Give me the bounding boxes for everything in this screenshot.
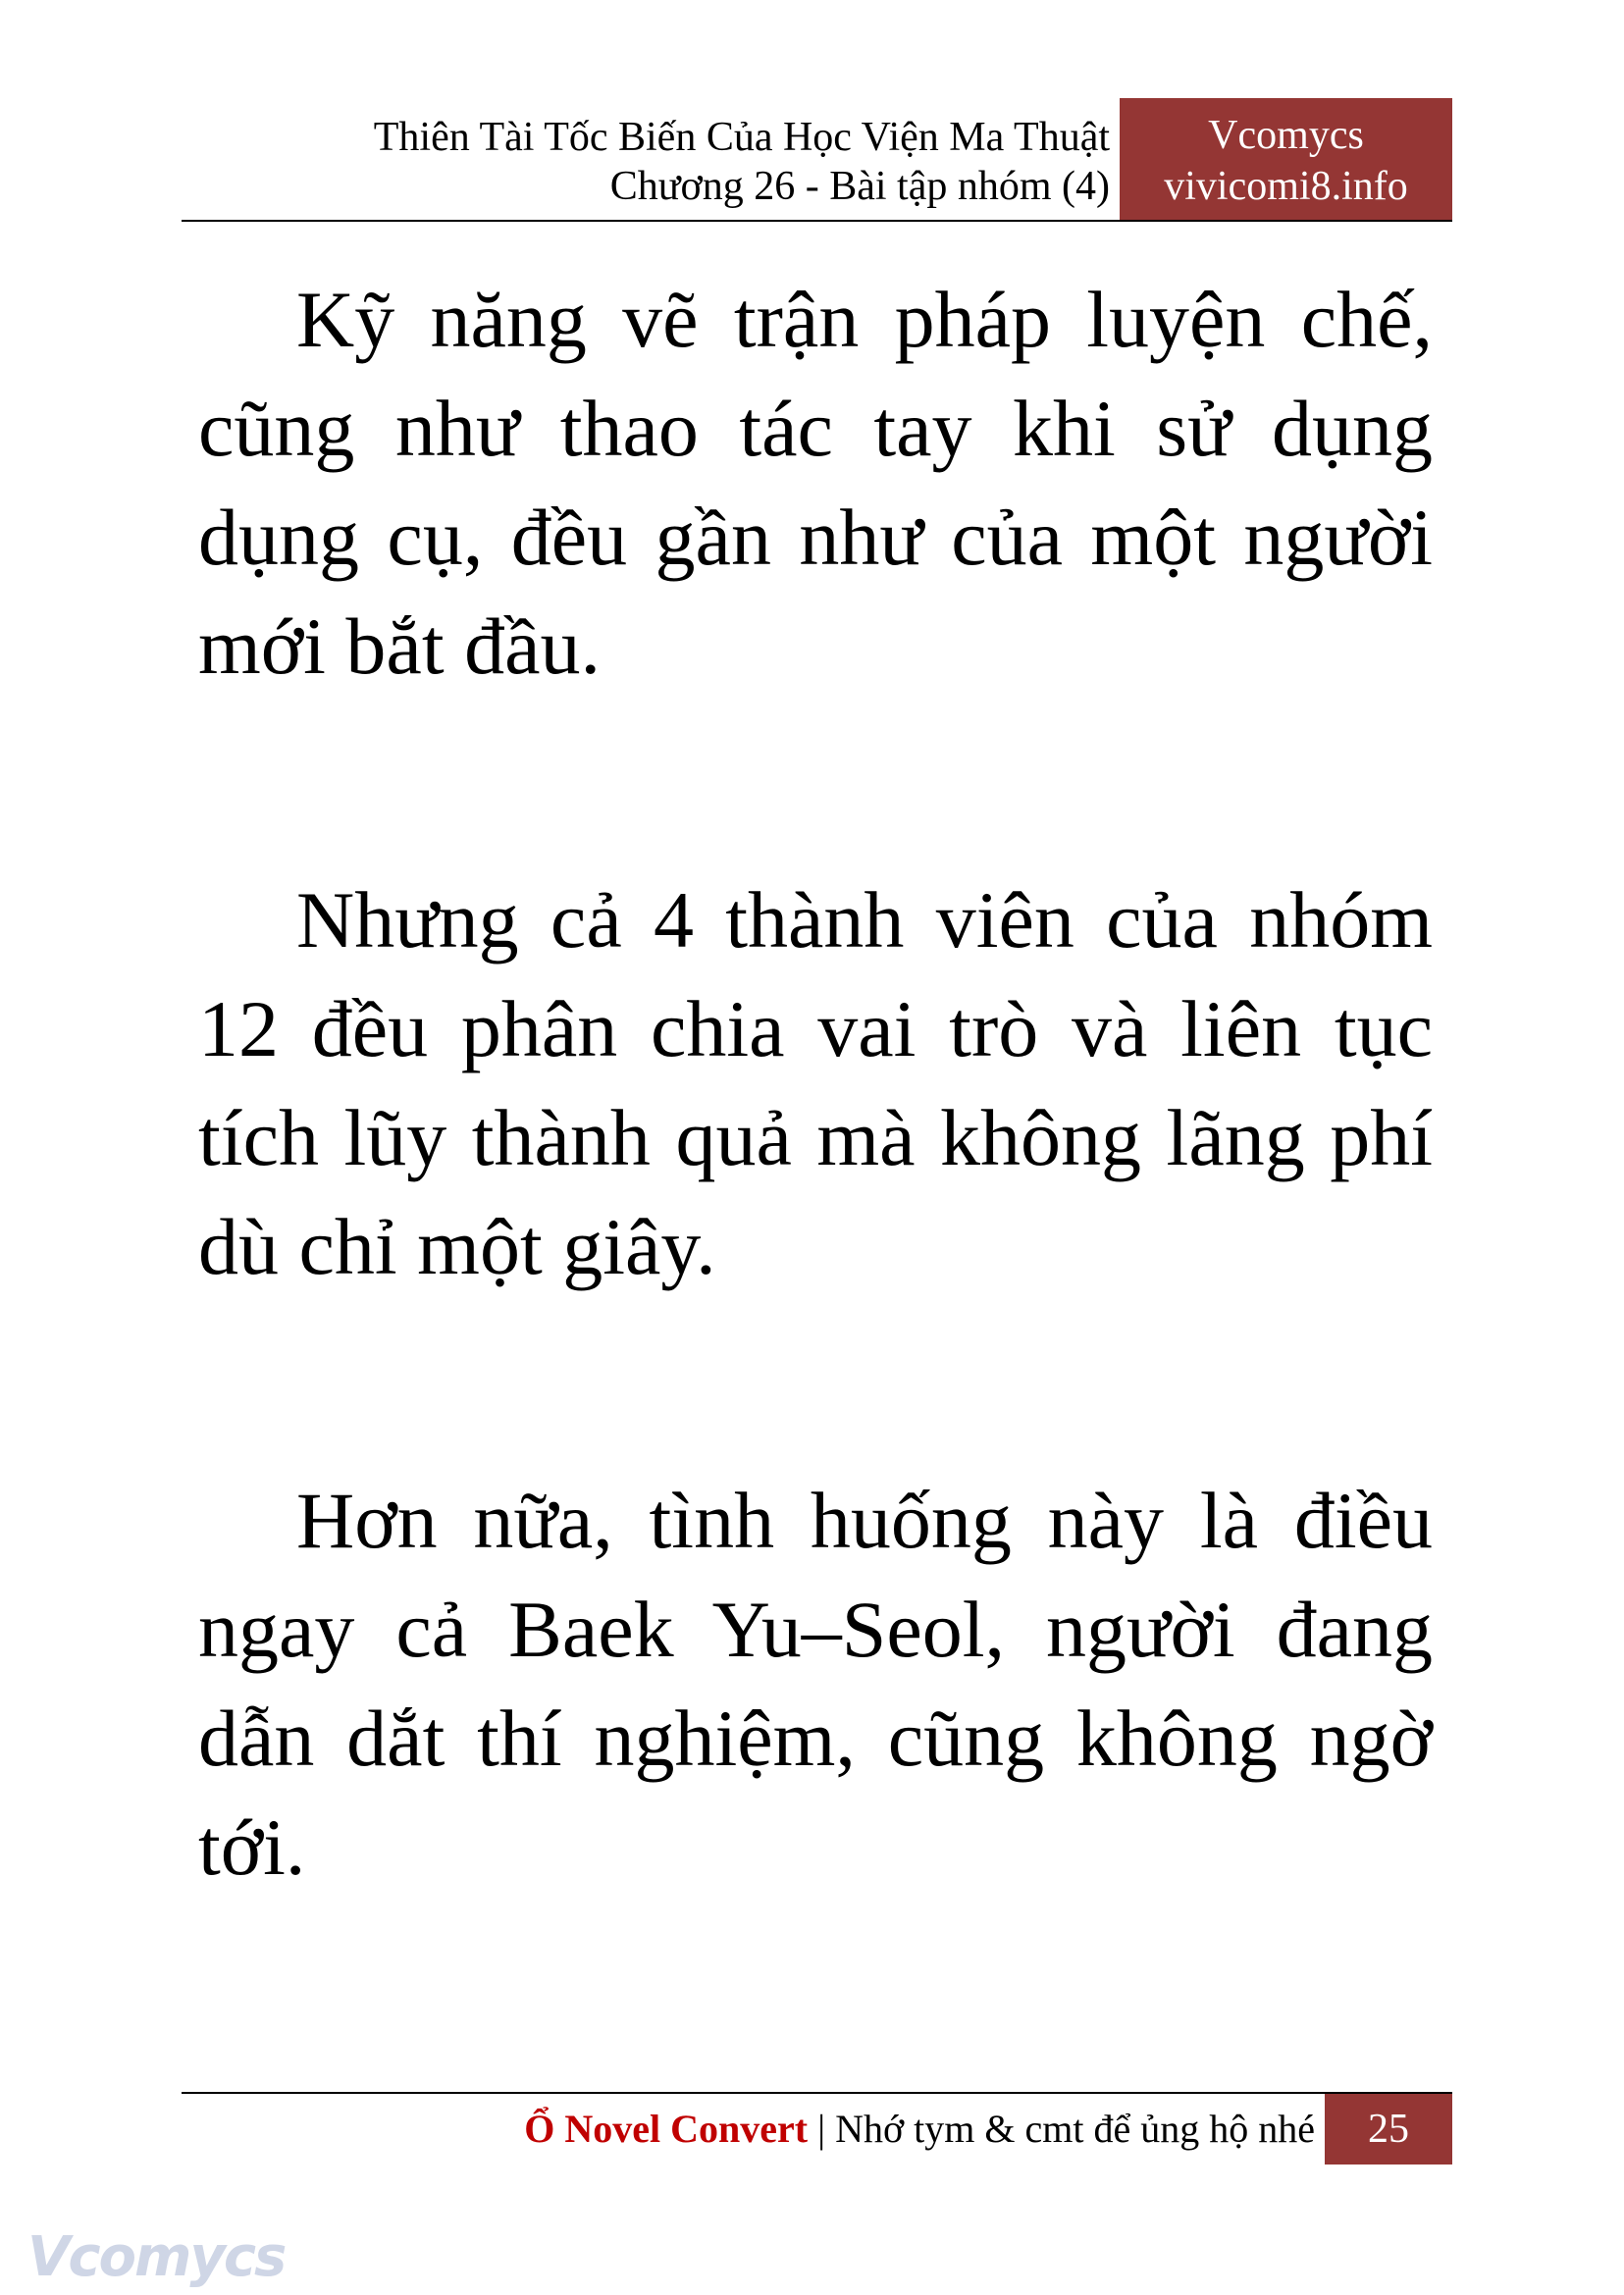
- header-titles: [182, 98, 1110, 220]
- footer-message: Nhớ tym & cmt để ủng hộ nhé: [835, 2107, 1315, 2151]
- brand-name: Vcomycs: [1208, 113, 1364, 158]
- footer-text: [524, 2104, 1315, 2155]
- footer-separator: |: [808, 2107, 836, 2151]
- paragraph: Kỹ năng vẽ trận pháp luyện chế, cũng như thao tác tay khi sử dụng dụng cụ, đều gần như của một người mới bắt đầu.: [198, 275, 1433, 691]
- brand-box: [1120, 98, 1452, 220]
- watermark-logo: Vcomycs: [27, 2225, 286, 2289]
- chapter-content: [198, 265, 1433, 1902]
- page-footer: [182, 2092, 1452, 2165]
- paragraph: Hơn nữa, tình huống này là điều ngay cả Baek Yu–Seol, người đang dẫn dắt thí nghiệm, cũng không ngờ tới.: [198, 1476, 1433, 1892]
- book-title: Thiên Tài Tốc Biến Của Học Viện Ma Thuật: [373, 115, 1110, 160]
- brand-site: vivicomi8.info: [1164, 164, 1408, 209]
- page-number: 25: [1325, 2094, 1452, 2165]
- paragraph: Nhưng cả 4 thành viên của nhóm 12 đều phân chia vai trò và liên tục tích lũy thành quả mà không lãng phí dù chỉ một giây.: [198, 875, 1433, 1291]
- chapter-title: Chương 26 - Bài tập nhóm (4): [609, 164, 1110, 209]
- footer-brand: Ổ Novel Convert: [524, 2107, 809, 2151]
- page-header: [182, 98, 1452, 222]
